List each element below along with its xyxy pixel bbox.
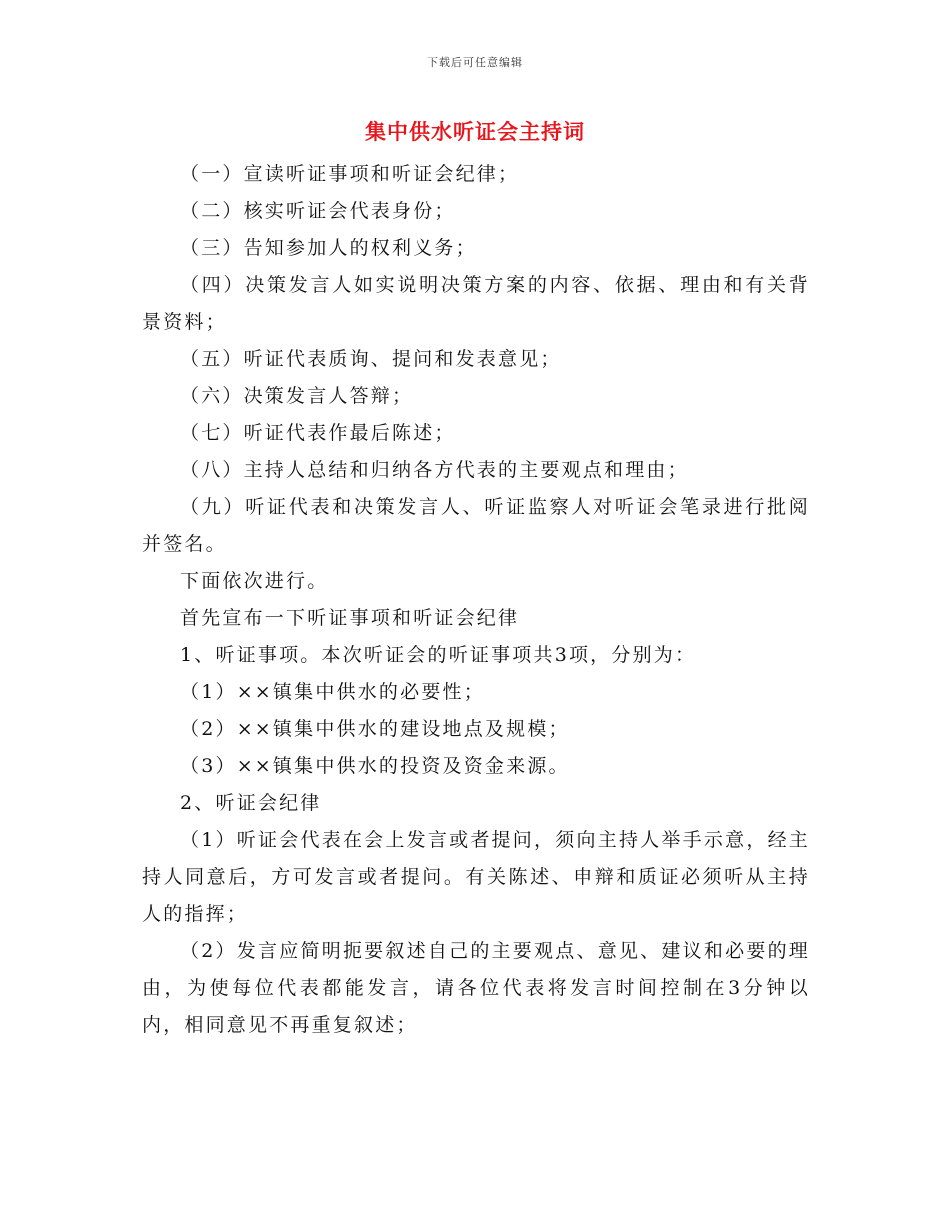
paragraph-step-4: （四）决策发言人如实说明决策方案的内容、依据、理由和有关背景资料；: [142, 274, 810, 333]
paragraph-proceed: 下面依次进行。: [180, 570, 329, 592]
paragraph-discipline-heading: 2、听证会纪律: [180, 792, 322, 814]
paragraph-step-3: （三）告知参加人的权利义务；: [180, 237, 477, 259]
paragraph-hearing-matters: 1、听证事项。本次听证会的听证事项共3项，分别为：: [180, 644, 697, 666]
paragraph-announce: 首先宣布一下听证事项和听证会纪律: [180, 607, 520, 629]
paragraph-matter-2: （2）××镇集中供水的建设地点及规模；: [180, 718, 570, 740]
document-title: 集中供水听证会主持词: [365, 119, 585, 144]
document-body: [142, 156, 810, 1044]
paragraph-discipline-1: （1）听证会代表在会上发言或者提问，须向主持人举手示意，经主持人同意后，方可发言或者提问。有关陈述、申辩和质证必须听从主持人的指挥；: [142, 829, 810, 925]
paragraph-discipline-2: （2）发言应简明扼要叙述自己的主要观点、意见、建议和必要的理由，为使每位代表都能发言，请各位代表将发言时间控制在3分钟以内，相同意见不再重复叙述；: [142, 940, 810, 1036]
paragraph-step-5: （五）听证代表质询、提问和发表意见；: [180, 348, 562, 370]
paragraph-matter-1: （1）××镇集中供水的必要性；: [180, 681, 485, 703]
header-note: 下载后可任意编辑: [427, 56, 523, 69]
paragraph-step-8: （八）主持人总结和归纳各方代表的主要观点和理由；: [180, 459, 689, 481]
paragraph-step-6: （六）决策发言人答辩；: [180, 385, 414, 407]
paragraph-step-9: （九）听证代表和决策发言人、听证监察人对听证会笔录进行批阅并签名。: [142, 496, 810, 555]
paragraph-step-7: （七）听证代表作最后陈述；: [180, 422, 456, 444]
paragraph-step-2: （二）核实听证会代表身份；: [180, 200, 456, 222]
paragraph-step-1: （一）宣读听证事项和听证会纪律；: [180, 163, 520, 185]
paragraph-matter-3: （3）××镇集中供水的投资及资金来源。: [180, 755, 570, 777]
